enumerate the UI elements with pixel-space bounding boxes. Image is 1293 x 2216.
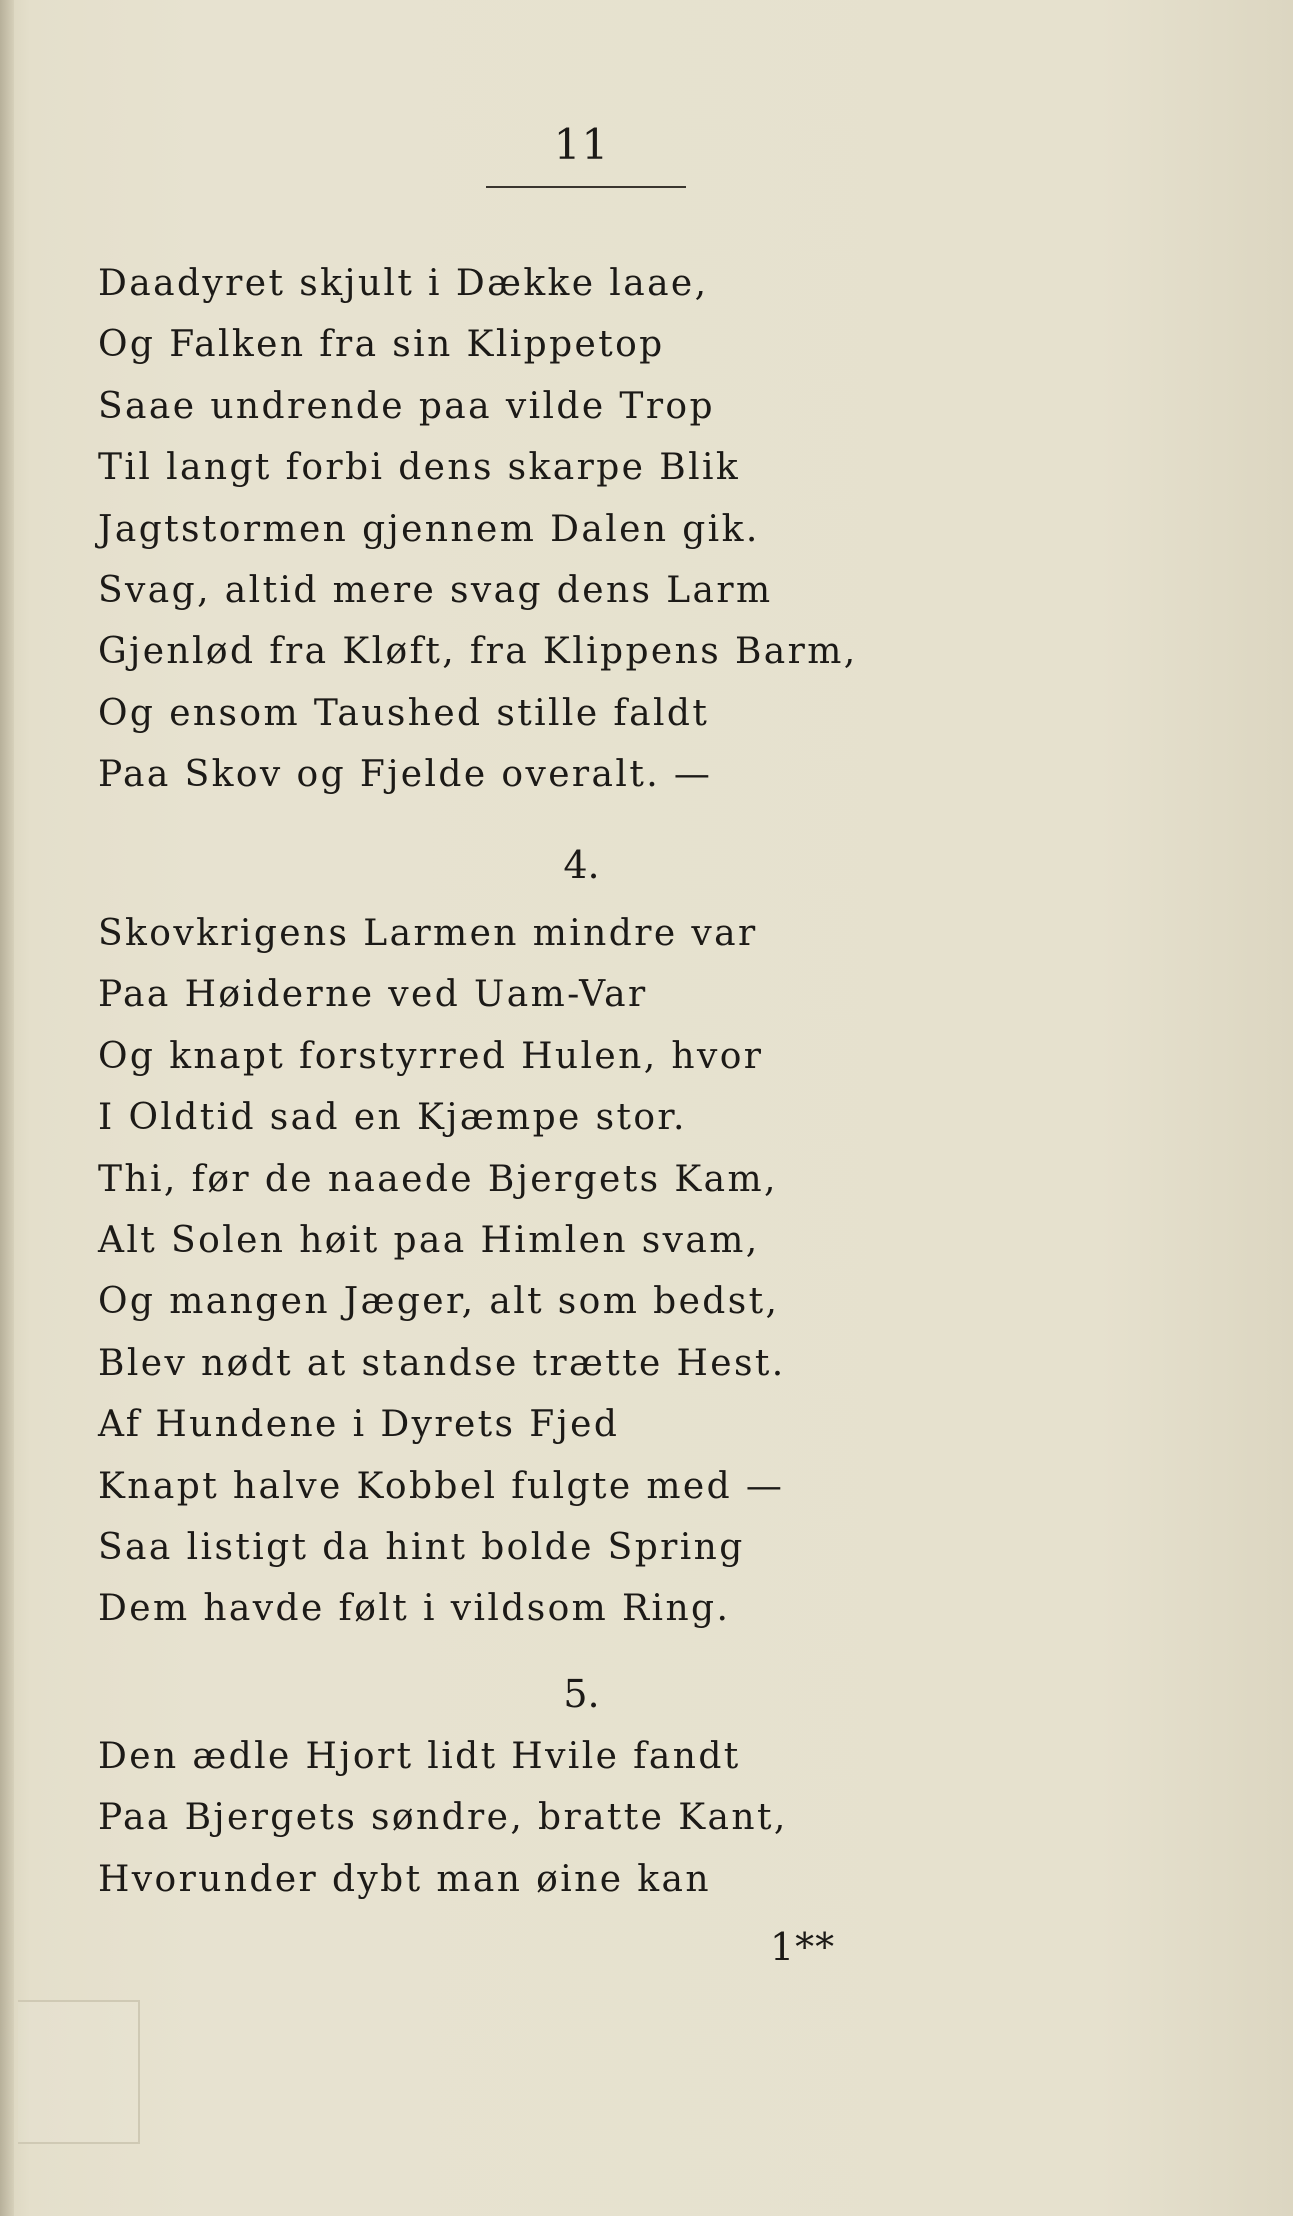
verse-line: Daadyret skjult i Dække laae, — [98, 263, 709, 304]
verse-line: Svag, altid mere svag dens Larm — [98, 569, 773, 611]
page-number: 11 — [553, 120, 610, 169]
stanza-5 — [98, 1726, 788, 1910]
verse-line: Gjenlød fra Kløft, fra Klippens Barm, — [98, 631, 858, 673]
verse-line: Thi, før de naaede Bjergets Kam, — [98, 1158, 778, 1200]
library-stamp-outline — [18, 2000, 140, 2144]
verse-line: Saae undrende paa vilde Trop — [98, 385, 715, 427]
verse-line: Og ensom Taushed stille faldt — [98, 692, 710, 734]
verse-line: Saa listigt da hint bolde Spring — [98, 1526, 745, 1568]
verse-line: Dem havde følt i vildsom Ring. — [98, 1588, 731, 1630]
verse-line: I Oldtid sad en Kjæmpe stor. — [98, 1097, 687, 1139]
verse-line: Den ædle Hjort lidt Hvile fandt — [98, 1736, 741, 1777]
verse-line: Paa Skov og Fjelde overalt. — — [98, 754, 713, 796]
verse-line: Skovkrigens Larmen mindre var — [98, 913, 758, 954]
verse-line: Jagtstormen gjennem Dalen gik. — [98, 508, 760, 550]
verse-line: Knapt halve Kobbel fulgte med — — [98, 1465, 785, 1507]
verse-line: Af Hundene i Dyrets Fjed — [98, 1404, 620, 1446]
stanza-number: 5. — [563, 1672, 600, 1716]
verse-line: Paa Bjergets søndre, bratte Kant, — [98, 1797, 788, 1839]
verse-line: Paa Høiderne ved Uam-Var — [98, 974, 648, 1016]
verse-line: Hvorunder dybt man øine kan — [98, 1858, 711, 1900]
stanza-continued — [98, 253, 858, 806]
stanza-number: 4. — [563, 843, 600, 887]
header-rule — [486, 186, 686, 188]
verse-line: Til langt forbi dens skarpe Blik — [98, 447, 741, 489]
verse-line: Alt Solen høit paa Himlen svam, — [98, 1219, 760, 1261]
verse-line: Og knapt forstyrred Hulen, hvor — [98, 1035, 764, 1077]
verse-line: Blev nødt at standse trætte Hest. — [98, 1342, 786, 1384]
printer-signature-mark: 1** — [770, 1925, 836, 1969]
stanza-4 — [98, 903, 786, 1640]
verse-line: Og mangen Jæger, alt som bedst, — [98, 1281, 780, 1323]
verse-line: Og Falken fra sin Klippetop — [98, 324, 665, 366]
binding-edge — [0, 0, 14, 2216]
